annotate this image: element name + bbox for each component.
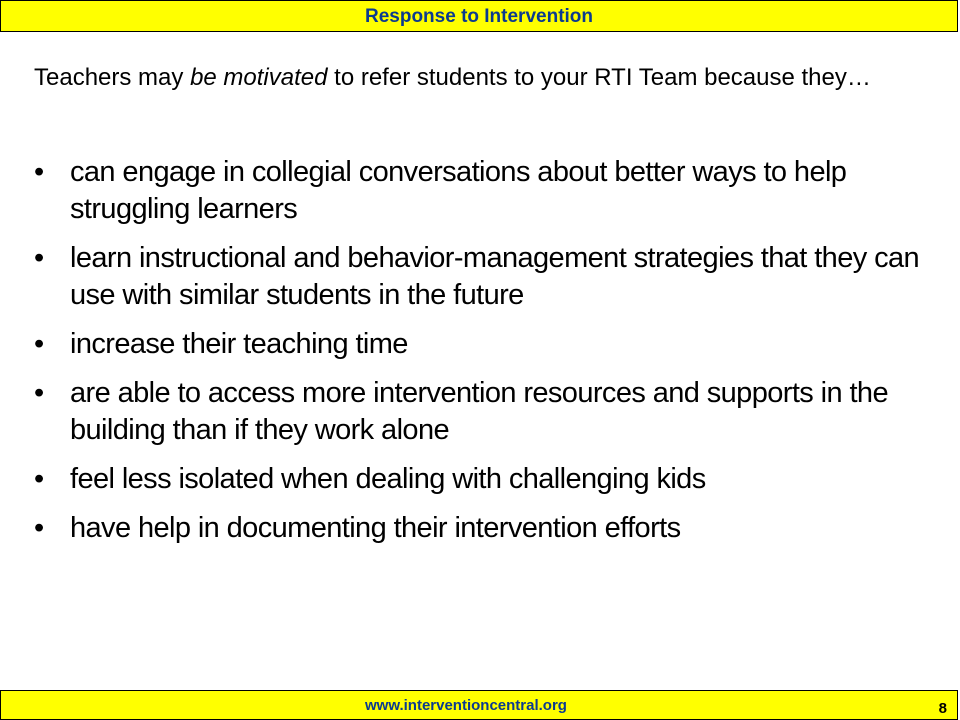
intro-text-end: to refer students to your RTI Team because they… [327,64,871,91]
bullet-text: increase their teaching time [70,328,408,360]
header-banner [0,0,958,32]
bullet-icon: • [34,156,44,188]
header-title: Response to Intervention [364,6,594,27]
intro-text-emphasis: be motivated [190,64,328,91]
bullet-text: feel less isolated when dealing with challenging kids [70,463,706,495]
intro-text [34,62,914,94]
bullet-item [34,510,934,547]
page-number: 8 [938,700,947,717]
bullet-icon: • [34,463,44,495]
bullet-item [34,461,934,498]
bullet-item [34,154,934,228]
footer-url-link[interactable]: www.interventioncentral.org [365,697,567,714]
bullet-icon: • [34,328,44,360]
bullet-item [34,326,934,363]
bullet-text: learn instructional and behavior-management strategies that they can use with similar students in the future [70,242,920,311]
bullet-item [34,375,934,449]
bullet-text: can engage in collegial conversations about better ways to help struggling learners [70,156,847,225]
bullet-icon: • [34,512,44,544]
bullet-icon: • [34,242,44,274]
footer-banner [0,690,958,720]
bullet-item [34,240,934,314]
bullet-text: are able to access more intervention resources and supports in the building than if they work alone [70,377,888,446]
bullet-icon: • [34,377,44,409]
bullet-list [34,154,934,559]
intro-text-start: Teachers may [34,64,191,91]
bullet-text: have help in documenting their intervention efforts [70,512,681,544]
